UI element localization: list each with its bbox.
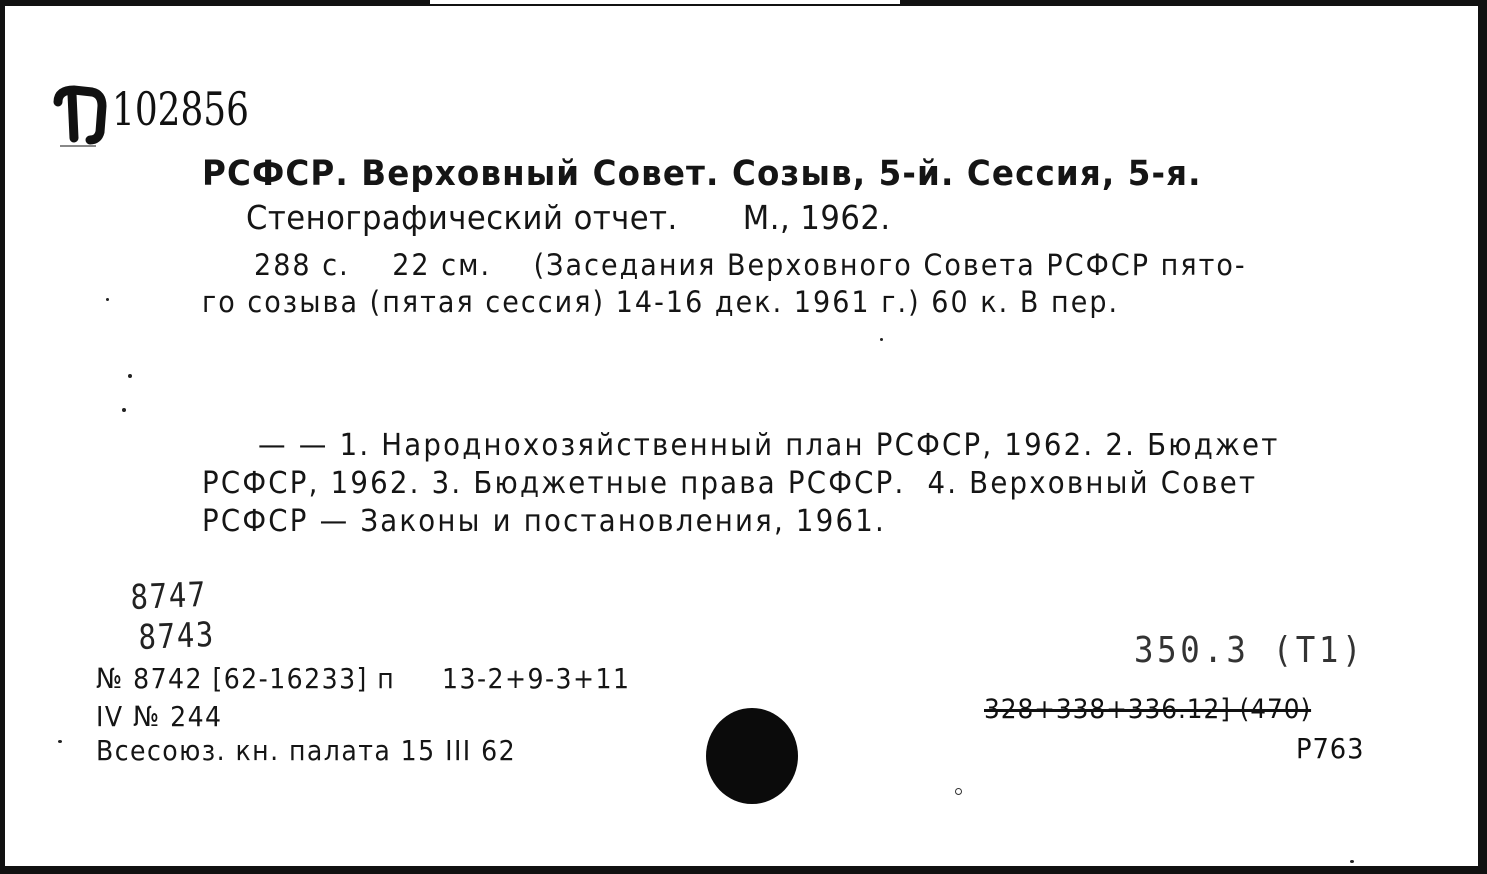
speck — [122, 408, 126, 412]
punch-hole — [706, 708, 798, 804]
speck — [955, 788, 962, 795]
footer-number: № 8742 [62-16233] п — [96, 662, 396, 695]
catalog-number-stamp — [52, 80, 302, 150]
card-edge-left — [0, 0, 5, 874]
speck — [880, 338, 883, 341]
title: Стенографический отчет. — [246, 198, 678, 237]
subjects-line-2: РСФСР, 1962. 3. Бюджетные права РСФСР. 4. Верховный Совет — [202, 466, 1258, 501]
card-edge-bottom — [0, 866, 1487, 874]
footer-line-3: Всесоюз. кн. палата 15 III 62 — [96, 734, 517, 767]
speck — [58, 740, 62, 743]
card-edge-gap — [430, 0, 900, 4]
classification-handwritten: 350.3 (Т1) — [1134, 630, 1366, 671]
description-line-2: го созыва (пятая сессия) 14-16 дек. 1961 г.) 60 к. В пер. — [202, 285, 1120, 319]
shelf-mark: Р763 — [1296, 732, 1365, 765]
card-edge-right — [1478, 0, 1487, 874]
heading: РСФСР. Верховный Совет. Созыв, 5-й. Сессия, 5-я. — [202, 154, 1202, 194]
title-line — [246, 198, 891, 237]
description-line-1: 288 с. 22 см. (Заседания Верховного Совета РСФСР пято- — [254, 248, 1247, 282]
speck — [1350, 860, 1354, 863]
speck — [106, 298, 109, 301]
handwritten-number-2: 8743 — [138, 614, 216, 658]
footer-line-1 — [96, 662, 631, 695]
subjects-line-3: РСФСР — Законы и постановления, 1961. — [202, 504, 886, 539]
handwritten-number-1: 8747 — [130, 574, 208, 618]
speck — [128, 374, 132, 378]
catalog-number: 102856 — [112, 82, 249, 136]
footer-line-2: IV № 244 — [96, 700, 223, 733]
stamp-mark-icon — [52, 80, 112, 150]
place-year: М., 1962. — [742, 198, 891, 237]
footer-code: 13-2+9-3+11 — [442, 662, 631, 695]
subjects-line-1: — — 1. Народнохозяйственный план РСФСР, 1962. 2. Бюджет — [258, 428, 1280, 463]
classification-struck: 328+338+336.12] (470) — [984, 694, 1312, 725]
